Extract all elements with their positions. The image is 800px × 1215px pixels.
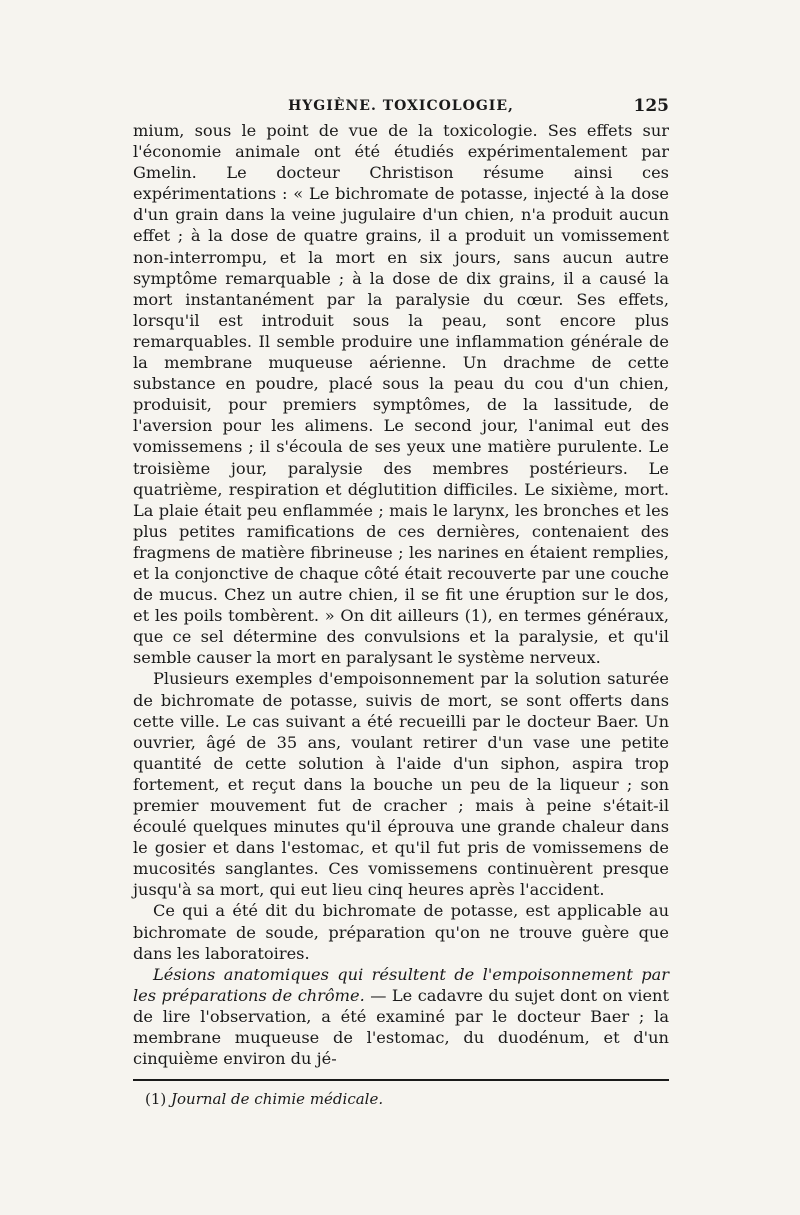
paragraph-2: Plusieurs exemples d'empoisonnement par la solution saturée de bichromate de potasse, suivis de mort, se sont offerts dans cette ville. Le cas suivant a été recueilli par le docteur Baer. Un ouvrier, âgé de 35 ans, voulant retirer d'un vase une petite quantité de cette solution à l'aide d'un siphon, aspira trop fortement, et reçut dans la bouche un peu de la liqueur ; son premier mouvement fut de cracher ; mais à peine s'était-il écoulé quelques minutes qu'il éprouva une grande chaleur dans le gosier et dans l'estomac, et qu'il fut pris de vomissemens de mucosités sanglantes. Ces vomissemens continuèrent presque jusqu'à sa mort, qui eut lieu cinq heures après l'accident.: [133, 669, 669, 900]
footnote-marker: (1): [145, 1090, 172, 1109]
body-text: [133, 120, 669, 1069]
paragraph-3: Ce qui a été dit du bichromate de potasse, est applicable au bichromate de soude, préparation qu'on ne trouve guère que dans les laboratoires.: [133, 901, 669, 963]
section-heading-italic: Lésions anatomiques qui résultent de l'empoisonnement par les préparations de chrôme.: [133, 964, 669, 1005]
page-number: 125: [633, 96, 669, 116]
page-header: [133, 92, 669, 120]
footnote: [133, 1089, 669, 1109]
footnote-work-title: Journal de chimie médicale.: [171, 1090, 384, 1109]
book-page: [133, 92, 669, 1109]
paragraph-4-text: — Le cadavre du sujet dont on vient de lire l'observation, a été examiné par le docteur Baer ; la membrane muqueuse de l'estomac, du duodénum, et d'un cinquième environ du jé-: [133, 985, 669, 1069]
paragraph-1: mium, sous le point de vue de la toxicologie. Ses effets sur l'économie animale ont été étudiés expérimentalement par Gmelin. Le docteur Christison résume ainsi ces expérimentations : « Le bichromate de potasse, injecté à la dose d'un grain dans la veine jugulaire d'un chien, n'a produit aucun effet ; à la dose de quatre grains, il a produit un vomissement non-interrompu, et la mort en six jours, sans aucun autre symptôme remarquable ; à la dose de dix grains, il a causé la mort instantanément par la paralysie du cœur. Ses effets, lorsqu'il est introduit sous la peau, sont encore plus remarquables. Il semble produire une inflammation générale de la membrane muqueuse aérienne. Un drachme de cette substance en poudre, placé sous la peau du cou d'un chien, produisit, pour premiers symptômes, de la lassitude, de l'aversion pour les alimens. Le second jour, l'animal eut des vomissemens ; il s'écoula de ses yeux une matière purulente. Le troisième jour, paralysie des membres postérieurs. Le quatrième, respiration et déglutition difficiles. Le sixième, mort. La plaie était peu enflammée ; mais le larynx, les bronches et les plus petites ramifications de ces dernières, contenaient des fragmens de matière fibrineuse ; les narines en étaient remplies, et la conjonctive de chaque côté était recouverte par une couche de mucus. Chez un autre chien, il se fit une éruption sur le dos, et les poils tombèrent. » On dit ailleurs (1), en termes généraux, que ce sel détermine des convulsions et la paralysie, et qu'il semble causer la mort en paralysant le système nerveux.: [133, 121, 669, 668]
paragraph-4: [133, 964, 669, 1069]
footnote-rule: [133, 1079, 669, 1081]
running-title: HYGIÈNE. TOXICOLOGIE,: [288, 98, 514, 114]
